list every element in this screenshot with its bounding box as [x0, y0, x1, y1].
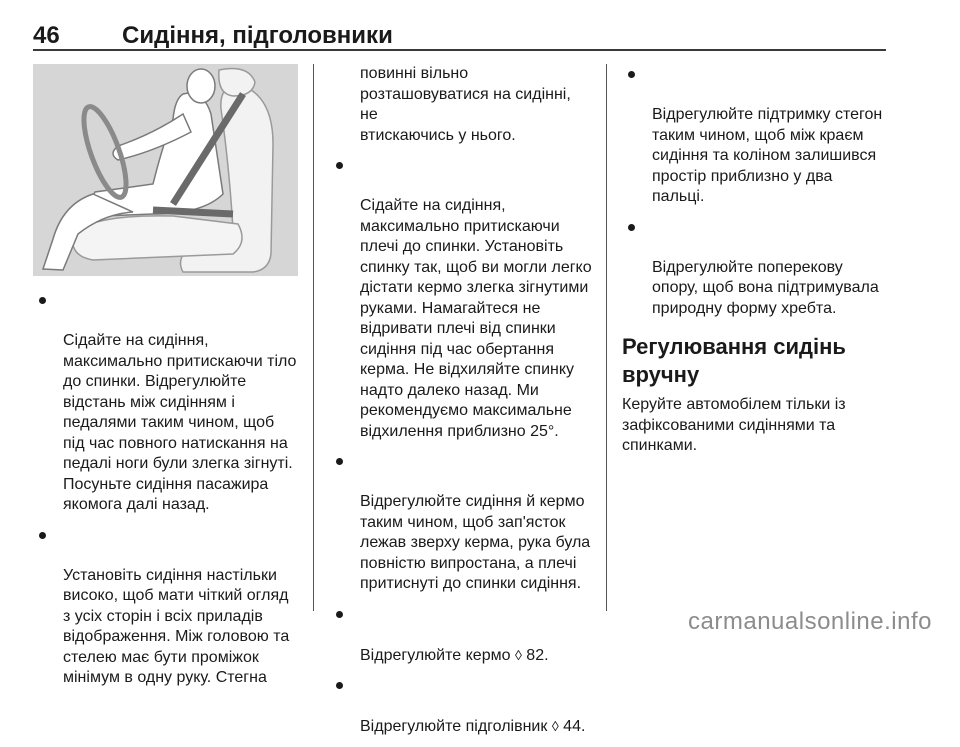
bullet-icon [39, 297, 46, 304]
bullet-icon [336, 611, 343, 618]
list-item [330, 604, 592, 667]
continuation-text: повинні вільно розташовуватися на сидінні, не втискаючись у нього. [360, 65, 571, 144]
header-rule [33, 49, 886, 51]
bullet-text: Сідайте на сидіння, максимально притискаючи плечі до спинки. Установіть спинку так, щоб ви могли легко дістати кермо злегка зігнутими руками. Намагайтеся не відривати плечі від спинки сидіння під час обертання керма. Не відхиляйте спинку надто далеко назад. Ми рекомендуємо максимальне відхилення приблизно 25°. [360, 197, 592, 440]
list-item [33, 290, 303, 516]
page-number: 46 [33, 22, 60, 49]
section-heading: Регулювання сидінь вручну [622, 334, 846, 387]
bullet-text: Установіть сидіння настільки високо, щоб мати чіткий огляд з усіх сторін і всіх приладів відображення. Між головою та стелею має бути проміжок мінімум в одну руку. Стегна [63, 566, 290, 686]
bullet-text: Відрегулюйте підголівник [360, 718, 552, 735]
list-item [330, 451, 592, 595]
bullet-text: Відрегулюйте поперекову опору, щоб вона підтримувала природну форму хребта. [652, 258, 879, 317]
page-reference-link[interactable]: 44. [558, 718, 586, 735]
illustration-svg [33, 64, 298, 276]
page-reference-icon[interactable]: ◊ [551, 718, 559, 734]
list-item [330, 675, 592, 738]
column-3-bullets [622, 64, 894, 319]
bullet-icon [628, 71, 635, 78]
column-3 [622, 64, 894, 457]
bullet-icon [628, 224, 635, 231]
list-item [330, 155, 592, 442]
column-2 [330, 64, 592, 747]
bullet-icon [336, 458, 343, 465]
column-divider-1 [313, 64, 314, 611]
seated-driver-seatbelt-illustration [33, 64, 298, 276]
bullet-icon [39, 532, 46, 539]
column-1-bullets [33, 290, 303, 698]
list-item [622, 217, 894, 320]
page-title: Сидіння, підголовники [122, 22, 393, 49]
bullet-text: Сідайте на сидіння, максимально притискаючи тіло до спинки. Відрегулюйте відстань між сидінням і педалями таким чином, щоб під час повного натискання на педалі ноги були злегка зігнуті. Посуньте сидіння пасажира якомога далі назад. [63, 332, 297, 513]
column-2-bullets [330, 155, 592, 738]
column-divider-2 [606, 64, 607, 611]
bullet-text: Відрегулюйте підтримку стегон таким чином, щоб між краєм сидіння та коліном залишився простір приблизно у два пальці. [652, 106, 883, 205]
page-header [33, 22, 886, 50]
page-reference-link[interactable]: 82. [521, 646, 549, 664]
bullet-icon [336, 682, 343, 689]
section-paragraph: Керуйте автомобілем тільки із зафіксованими сидіннями та спинками. [622, 396, 846, 454]
bullet-text: Відрегулюйте сидіння й кермо таким чином, щоб зап'ясток лежав зверху керма, рука була повністю випростана, а плечі притиснуті до спинки сидіння. [360, 493, 591, 592]
list-item [33, 525, 303, 689]
bullet-text: Відрегулюйте кермо [360, 646, 515, 664]
list-item [622, 64, 894, 208]
bullet-icon [336, 162, 343, 169]
page-reference-icon[interactable]: ◊ [514, 646, 522, 663]
watermark: carmanualsonline.info [688, 608, 932, 635]
